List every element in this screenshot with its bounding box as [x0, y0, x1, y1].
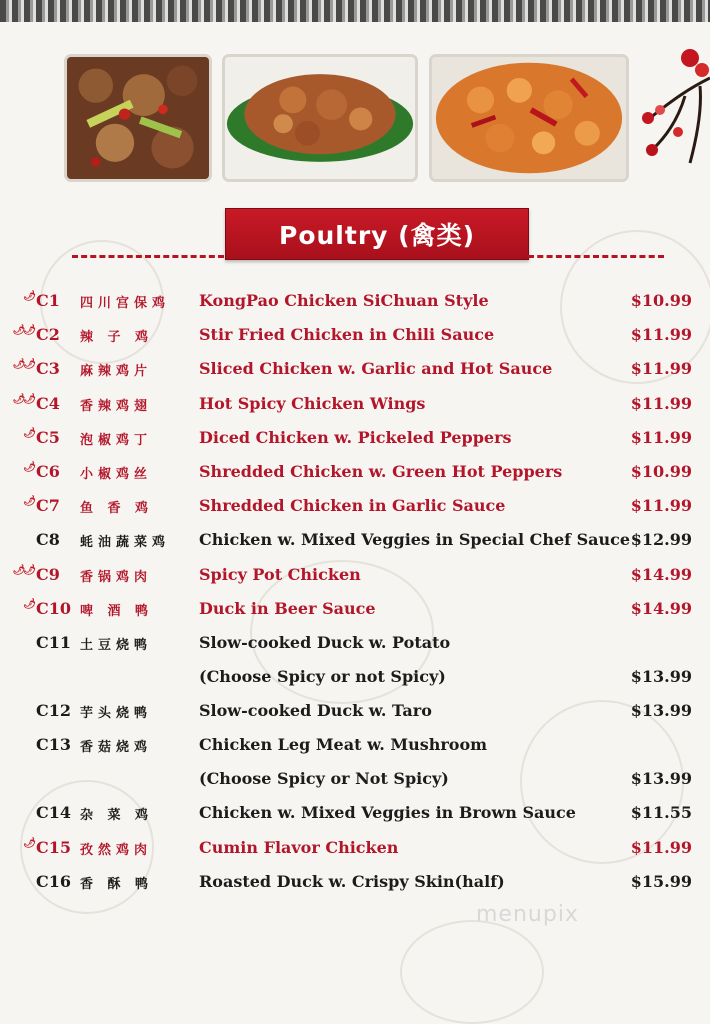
item-code: C10	[36, 598, 71, 618]
item-chinese-name: 香辣鸡翅	[80, 398, 153, 414]
item-chinese-name: 香 酥 鸭	[80, 876, 154, 892]
divider-left	[72, 255, 224, 258]
item-chinese-name: 鱼 香 鸡	[80, 501, 154, 517]
item-name: Sliced Chicken w. Garlic and Hot Sauce	[199, 359, 553, 379]
item-price: $11.99	[630, 496, 692, 516]
dish-photo-spicy-chicken	[429, 54, 629, 182]
item-code: C3	[36, 359, 60, 379]
item-code: C9	[36, 564, 60, 584]
item-price: $11.99	[630, 325, 692, 345]
watermark: menupix	[476, 902, 579, 927]
menu-item	[0, 591, 710, 625]
item-price: $13.99	[630, 701, 692, 721]
item-price: $11.99	[630, 359, 692, 379]
item-name: Slow-cooked Duck w. Potato	[199, 632, 451, 652]
item-chinese-name: 泡椒鸡丁	[80, 432, 153, 448]
item-chinese-name: 啤 酒 鸭	[80, 603, 154, 619]
item-name: Chicken w. Mixed Veggies in Brown Sauce	[199, 803, 576, 823]
spiral-binding	[0, 0, 710, 22]
menu-item	[0, 625, 710, 659]
menu-item	[0, 659, 710, 693]
item-name: Shredded Chicken in Garlic Sauce	[199, 496, 506, 516]
item-code: C6	[36, 461, 60, 481]
spice-level-icon: 🌶	[23, 427, 34, 439]
item-price: $11.55	[630, 803, 692, 823]
item-price: $14.99	[630, 564, 692, 584]
item-code: C8	[36, 530, 60, 550]
item-price: $13.99	[630, 667, 692, 687]
menu-item	[0, 727, 710, 761]
item-chinese-name: 土豆烧鸭	[80, 637, 153, 653]
spice-level-icon: 🌶	[23, 461, 34, 473]
spice-level-icon: 🌶🌶	[12, 325, 34, 337]
menu-item	[0, 351, 710, 385]
item-name: Hot Spicy Chicken Wings	[199, 393, 426, 413]
item-chinese-name: 杂 菜 鸡	[80, 808, 154, 824]
item-name: Chicken Leg Meat w. Mushroom	[199, 735, 488, 755]
menu-item	[0, 488, 710, 522]
item-price: $10.99	[630, 461, 692, 481]
spice-level-icon: 🌶	[23, 598, 34, 610]
menu-item	[0, 761, 710, 795]
item-price: $12.99	[630, 530, 692, 550]
item-name: Cumin Flavor Chicken	[199, 837, 399, 857]
menu-item	[0, 386, 710, 420]
spice-level-icon: 🌶	[23, 291, 34, 302]
item-price: $11.99	[630, 427, 692, 447]
item-chinese-name: 香锅鸡肉	[80, 569, 153, 585]
item-name: Duck in Beer Sauce	[199, 598, 376, 618]
menu-item	[0, 864, 710, 898]
item-chinese-name: 芋头烧鸭	[80, 706, 153, 722]
item-price: $13.99	[630, 769, 692, 789]
item-name: (Choose Spicy or not Spicy)	[199, 667, 446, 687]
section-title: Poultry (禽类)	[279, 221, 475, 250]
background-swirl	[400, 920, 544, 1024]
item-name: Diced Chicken w. Pickeled Peppers	[199, 427, 512, 447]
spice-level-icon: 🌶🌶	[12, 393, 34, 405]
menu-item	[0, 795, 710, 829]
item-code: C12	[36, 701, 71, 721]
item-chinese-name: 孜然鸡肉	[80, 842, 153, 858]
item-chinese-name: 四川宫保鸡	[80, 296, 171, 311]
menu-list	[0, 283, 710, 898]
item-name: Chicken w. Mixed Veggies in Special Chef Sauce	[199, 530, 631, 550]
item-chinese-name: 小椒鸡丝	[80, 466, 153, 482]
menu-item	[0, 522, 710, 556]
menu-item	[0, 693, 710, 727]
menu-item	[0, 317, 710, 351]
spice-level-icon: 🌶🌶	[12, 359, 34, 371]
item-chinese-name: 麻辣鸡片	[80, 364, 153, 380]
spice-level-icon: 🌶	[23, 837, 34, 849]
item-code: C15	[36, 837, 71, 857]
menu-item	[0, 454, 710, 488]
plum-blossom-decoration	[630, 38, 710, 168]
menu-item	[0, 283, 710, 317]
item-price: $11.99	[630, 393, 692, 413]
item-name: Stir Fried Chicken in Chili Sauce	[199, 325, 495, 345]
item-code: C2	[36, 325, 60, 345]
item-code: C14	[36, 803, 71, 823]
item-name: Shredded Chicken w. Green Hot Peppers	[199, 461, 563, 481]
item-code: C16	[36, 871, 71, 891]
item-code: C4	[36, 393, 60, 413]
item-code: C7	[36, 496, 60, 516]
spice-level-icon: 🌶	[23, 496, 34, 508]
item-price: $15.99	[630, 871, 692, 891]
divider-right	[528, 255, 664, 258]
item-name: Spicy Pot Chicken	[199, 564, 361, 584]
item-name: (Choose Spicy or Not Spicy)	[199, 769, 449, 789]
item-name: Slow-cooked Duck w. Taro	[199, 701, 432, 721]
item-code: C13	[36, 735, 71, 755]
dish-photo-chicken-greens	[222, 54, 418, 182]
item-code: C11	[36, 632, 71, 652]
item-name: KongPao Chicken SiChuan Style	[199, 291, 489, 310]
item-chinese-name: 香菇烧鸡	[80, 740, 153, 756]
item-chinese-name: 蚝油蔬菜鸡	[80, 535, 171, 551]
item-code: C5	[36, 427, 60, 447]
item-price: $14.99	[630, 598, 692, 618]
section-title-banner	[225, 208, 529, 260]
dish-photo-kungpao	[64, 54, 212, 182]
item-code: C1	[36, 291, 60, 310]
menu-item	[0, 420, 710, 454]
spice-level-icon: 🌶🌶	[12, 564, 34, 576]
menu-item	[0, 557, 710, 591]
item-name: Roasted Duck w. Crispy Skin(half)	[199, 871, 505, 891]
item-chinese-name: 辣 子 鸡	[80, 330, 154, 346]
item-price: $10.99	[630, 291, 692, 310]
item-price: $11.99	[630, 837, 692, 857]
menu-item	[0, 830, 710, 864]
